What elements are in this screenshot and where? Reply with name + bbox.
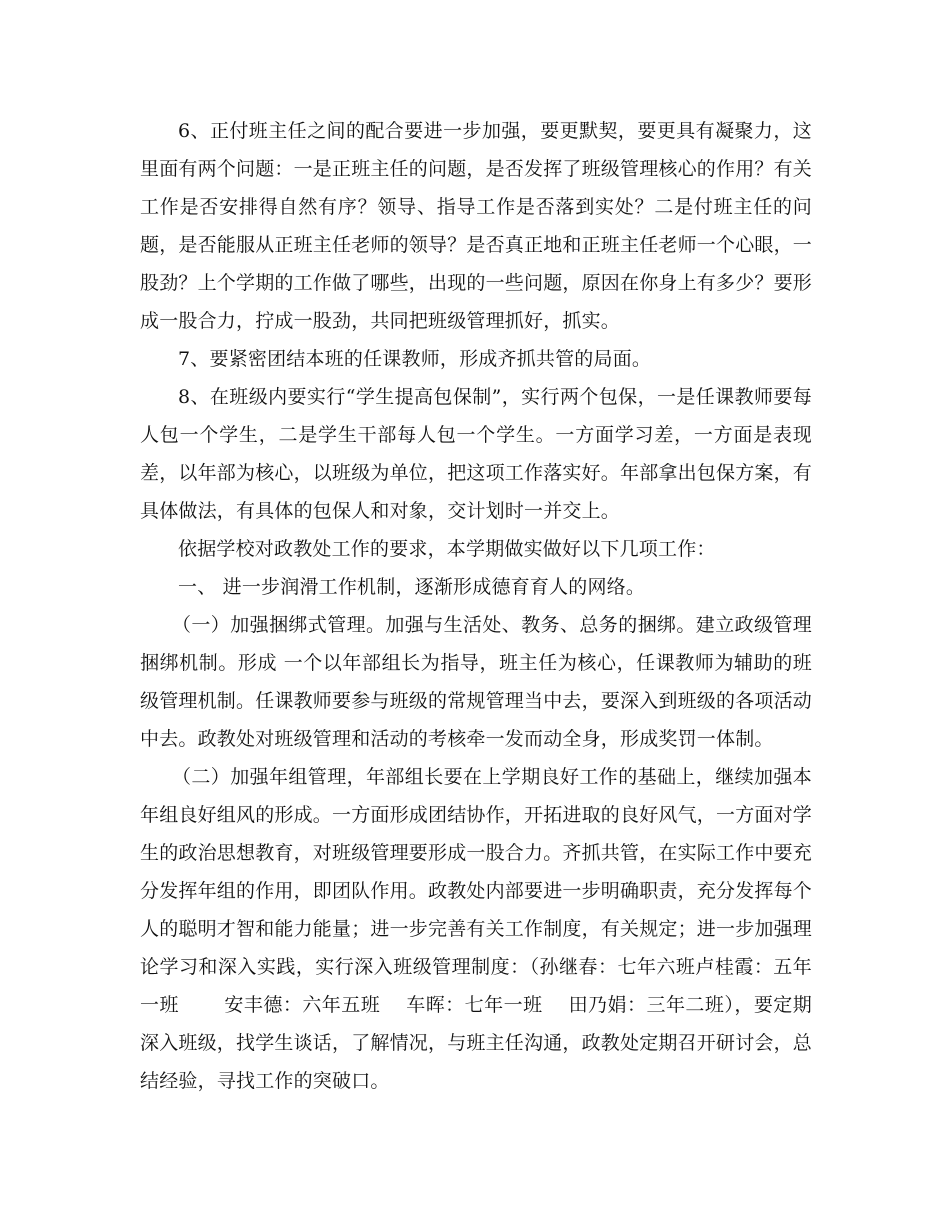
paragraph-item-7: 7、要紧密团结本班的任课教师，形成齐抓共管的局面。: [178, 348, 652, 370]
paragraph-intro: 依据学校对政教处工作的要求，本学期做实做好以下几项工作：: [178, 538, 716, 560]
section-heading-one: 一、 进一步润滑工作机制，逐渐形成德育育人的网络。: [178, 576, 646, 598]
paragraph-item-6: 6、正付班主任之间的配合要进一步加强，要更默契，要更具有凝聚力，这里面有两个问题：一是正班主任的问题，是否发挥了班级管理核心的作用？有关工作是否安排得自然有序？领导、指导工作是否落到实处？二是付班主任的问题，是否能服从正班主任老师的领导？是否真正地和正班主任老师一个心眼，一股劲？上个学期的工作做了哪些，出现的一些问题，原因在你身上有多少？要形成一股合力，拧成一股劲，共同把班级管理抓好，抓实。: [140, 120, 813, 332]
document-page: [140, 112, 812, 1100]
subsection-two: （二）加强年组管理，年部组长要在上学期良好工作的基础上，继续加强本年组良好组风的形成。一方面形成团结协作，开拓进取的良好风气，一方面对学生的政治思想教育，对班级管理要形成一股合力。齐抓共管，在实际工作中要充分发挥年组的作用，即团队作用。政教处内部要进一步明确职责，充分发挥每个人的聪明才智和能力能量；进一步完善有关工作制度，有关规定；进一步加强理论学习和深入实践，实行深入班级管理制度：（孙继春：七年六班卢桂霞：五年一班 安丰德：六年五班 车晖：七年一班 田乃娟：三年二班），要定期深入班级，找学生谈话，了解情况，与班主任沟通，政教处定期召开研讨会，总结经验，寻找工作的突破口。: [140, 766, 813, 1092]
subsection-one: （一）加强捆绑式管理。加强与生活处、教务、总务的捆绑。建立政级管理捆绑机制。形成 一个以年部组长为指导，班主任为核心，任课教师为辅助的班级管理机制。任课教师要参与班级的常规管理当中去，要深入到班级的各项活动中去。政教处对班级管理和活动的考核牵一发而动全身，形成奖罚一体制。: [140, 614, 813, 750]
paragraph-item-8: 8、在班级内要实行“学生提高包保制”，实行两个包保，一是任课教师要每人包一个学生，二是学生干部每人包一个学生。一方面学习差，一方面是表现差，以年部为核心，以班级为单位，把这项工作落实好。年部拿出包保方案，有具体做法，有具体的包保人和对象，交计划时一并交上。: [140, 386, 813, 522]
